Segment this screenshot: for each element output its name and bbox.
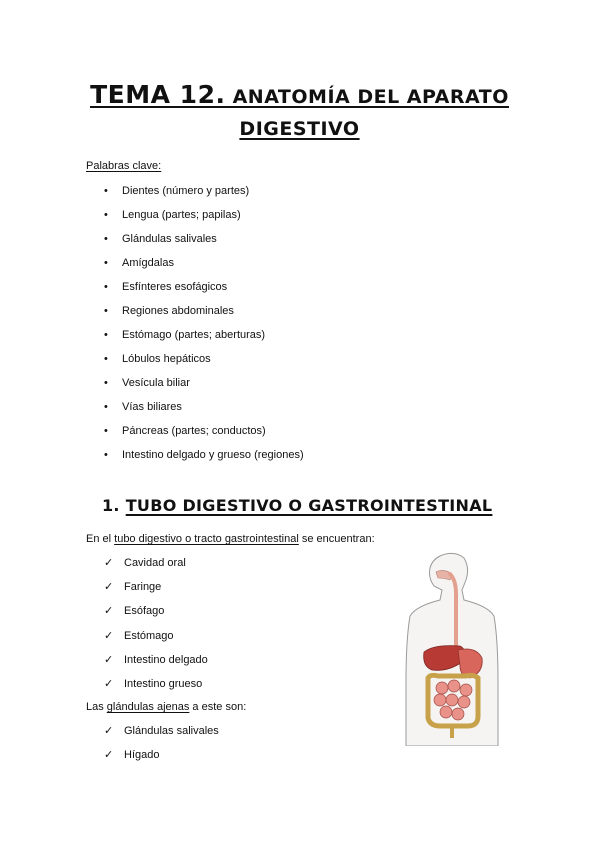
title-prefix: TEMA 12.	[90, 80, 226, 109]
page-title	[0, 80, 599, 109]
check-icon: ✓	[104, 628, 114, 642]
list-item: • Vías biliares	[104, 398, 304, 422]
page-title-continued	[0, 118, 599, 140]
keywords-list	[104, 182, 304, 470]
section-heading: 1. TUBO DIGESTIVO O GASTROINTESTINAL	[102, 496, 493, 515]
glands-intro: Las glándulas ajenas a este son:	[86, 701, 247, 713]
keywords-label: Palabras clave:	[86, 160, 162, 172]
section-intro: En el tubo digestivo o tracto gastrointestinal se encuentran:	[86, 533, 375, 545]
list-item: • Intestino delgado y grueso (regiones)	[104, 446, 304, 470]
list-item: • Dientes (número y partes)	[104, 182, 304, 206]
list-item: ✓ Estómago	[104, 627, 208, 651]
list-item: • Lengua (partes; papilas)	[104, 206, 304, 230]
list-item: ✓ Intestino grueso	[104, 675, 208, 699]
check-icon: ✓	[104, 652, 114, 666]
list-item: • Estómago (partes; aberturas)	[104, 326, 304, 350]
list-item: • Vesícula biliar	[104, 374, 304, 398]
title-line2: DIGESTIVO	[239, 118, 360, 140]
list-item: ✓ Faringe	[104, 578, 208, 602]
check-icon: ✓	[104, 604, 114, 618]
organs-list	[104, 554, 208, 699]
check-icon: ✓	[104, 676, 114, 690]
list-item: • Páncreas (partes; conductos)	[104, 422, 304, 446]
digestive-system-illustration	[404, 550, 500, 746]
check-icon: ✓	[104, 724, 114, 737]
list-item: • Esfínteres esofágicos	[104, 278, 304, 302]
list-item: • Amígdalas	[104, 254, 304, 278]
list-item: ✓ Cavidad oral	[104, 554, 208, 578]
list-item: ✓ Hígado	[104, 746, 219, 770]
check-icon: ✓	[104, 556, 114, 569]
check-icon: ✓	[104, 580, 114, 594]
list-item: • Lóbulos hepáticos	[104, 350, 304, 374]
list-item: ✓ Esófago	[104, 602, 208, 626]
title-line1: ANATOMÍA DEL APARATO	[225, 86, 509, 108]
list-item: ✓ Glándulas salivales	[104, 722, 219, 746]
list-item: ✓ Intestino delgado	[104, 651, 208, 675]
list-item: • Regiones abdominales	[104, 302, 304, 326]
glands-list	[104, 722, 219, 770]
check-icon: ✓	[104, 748, 114, 762]
list-item: • Glándulas salivales	[104, 230, 304, 254]
